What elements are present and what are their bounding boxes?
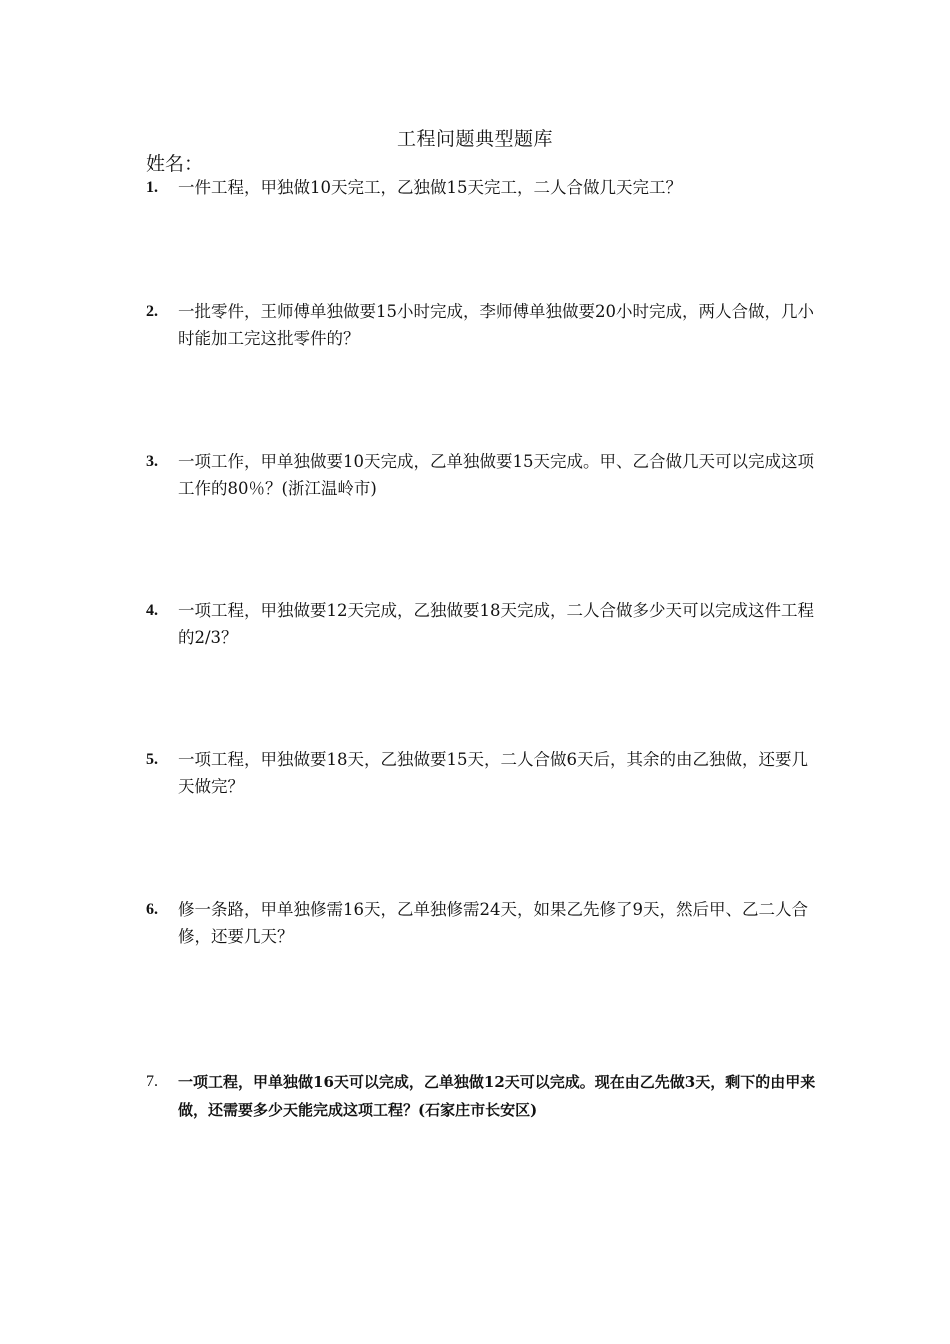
question-text: 一批零件，王师傅单独做要15小时完成，李师傅单独做要20小时完成，两人合做，几小时能加工完这批零件的？ (178, 302, 814, 348)
question-number: 3. (146, 453, 158, 470)
question-text: 一项工作，甲单独做要10天完成，乙单独做要15天完成。甲、乙合做几天可以完成这项工作的80％？(浙江温岭市) (178, 452, 814, 498)
question-number: 1. (146, 179, 158, 196)
question-text: 一项工程，甲独做要12天完成，乙独做要18天完成，二人合做多少天可以完成这件工程的2/3？ (178, 601, 814, 647)
question-number: 4. (146, 602, 158, 619)
question-text: 一项工程，甲独做要18天，乙独做要15天，二人合做6天后，其余的由乙独做，还要几天做完？ (178, 750, 808, 796)
name-label: 姓名： (146, 153, 204, 175)
question-text: 一件工程，甲独做10天完工，乙独做15天完工，二人合做几天完工？ (178, 178, 682, 197)
question-number: 6. (146, 901, 158, 918)
question-4 (146, 597, 816, 651)
question-3 (146, 448, 816, 502)
question-number: 5. (146, 751, 158, 768)
question-number: 2. (146, 303, 158, 320)
question-1 (146, 174, 816, 201)
page-title: 工程问题典型题库 (396, 128, 553, 150)
question-number: 7. (146, 1073, 158, 1090)
question-2 (146, 298, 816, 352)
question-5 (146, 746, 816, 800)
question-7 (146, 1068, 816, 1124)
question-6 (146, 896, 816, 950)
question-text: 修一条路，甲单独修需16天，乙单独修需24天，如果乙先修了9天，然后甲、乙二人合修，还要几天？ (178, 900, 808, 946)
question-text: 一项工程，甲单独做16天可以完成，乙单独做12天可以完成。现在由乙先做3天，剩下的由甲来做，还需要多少天能完成这项工程？(石家庄市长安区) (178, 1073, 816, 1119)
